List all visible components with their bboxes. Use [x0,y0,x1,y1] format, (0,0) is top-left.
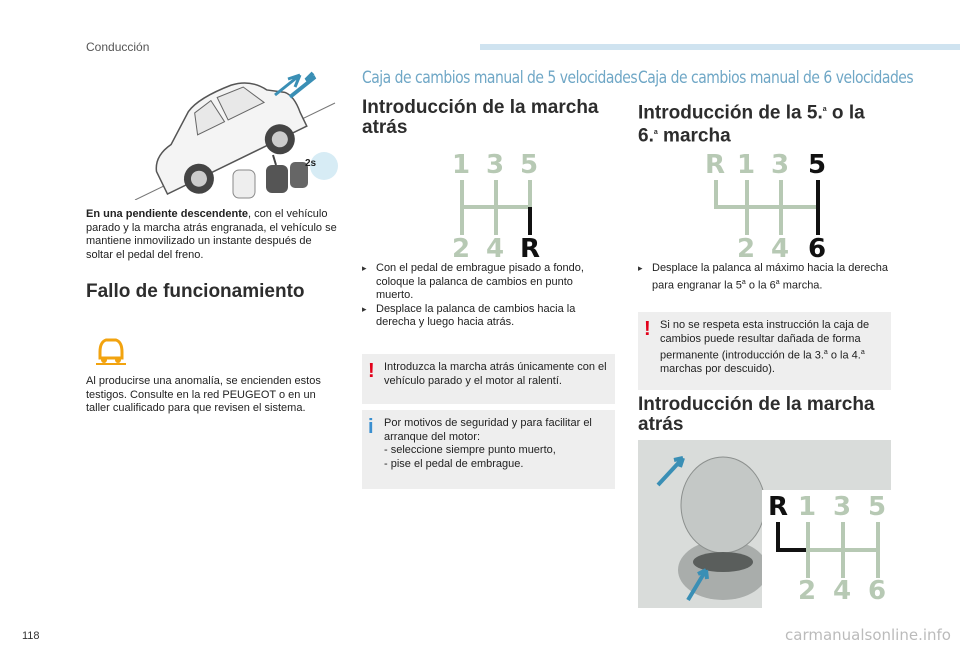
gear-label: 2 [737,234,756,264]
gear-label: 4 [833,576,852,606]
gear-label: R [705,150,726,180]
gear-label: 4 [771,234,790,264]
gear-pattern-6speed-high [700,150,840,265]
warning-text: Si no se respeta esta instrucción la caja de cambios puede resultar dañada de forma permanente (introducción de la 3.$^a$ o la 4.$^a$ marchas por descuido). [660,319,870,376]
reverse-gear-title-5: Introducción de la marcha atrás [362,97,599,138]
gear-knob-photo [638,440,891,608]
gear-label: 1 [798,492,817,522]
gear-label: 5 [868,492,887,522]
gear-pattern-6speed-reverse [762,490,891,608]
gear-label-fifth: 5 [808,150,827,180]
manual-5-column-title: Caja de cambios manual de 5 velocidades [362,68,638,88]
gear-label-reverse: R [768,492,789,522]
timer-label: 2s [305,158,317,169]
reverse-gear-title-6: Introducción de la marcha atrás [638,394,875,435]
gear-label: 4 [486,234,505,264]
gear-label-reverse: R [520,234,541,264]
exclamation-icon: ! [368,360,375,382]
exclamation-icon: ! [644,318,651,340]
page-number: 118 [22,630,40,642]
info-icon: i [368,416,374,438]
warning-note-5 [362,354,615,404]
malfunction-title: Fallo de funcionamiento [86,281,305,302]
manual-6-column-title: Caja de cambios manual de 6 velocidades [638,68,914,88]
hill-assist-warning-icon [92,334,128,366]
gear-label: 3 [833,492,852,522]
gear-label: 1 [737,150,756,180]
header-accent-bar [480,44,960,50]
step-item: ▸ Con el pedal de embrague pisado a fondo, coloque la palanca de cambios en punto muerto. [362,262,584,301]
gear-label: 1 [452,150,471,180]
watermark: carmanualsonline.info [785,626,951,644]
slope-text: , con el vehículo parado y la marcha atrás engranada, el vehículo se mantiene inmovilizado un instante después de soltar el pedal del freno. [86,208,337,261]
warning-text: Introduzca la marcha atrás únicamente con el vehículo parado y el motor al ralentí. [384,361,607,387]
triangle-bullet-icon: ▸ [362,263,367,273]
slope-paragraph [86,208,338,262]
pedals-illustration [228,150,343,202]
steps-list-5 [362,262,612,330]
triangle-bullet-icon: ▸ [362,303,367,314]
gear-label: 5 [520,150,539,180]
info-item: - seleccione siempre punto muerto, [384,444,556,456]
info-item: - pise el pedal de embrague. [384,457,524,470]
gear-label: 3 [771,150,790,180]
info-intro: Por motivos de seguridad y para facilitar el arranque del motor: [384,417,592,443]
gear-label: 6 [868,576,887,606]
gear-label: 3 [486,150,505,180]
gear-label: 2 [452,234,471,264]
gear-pattern-5speed [440,150,560,265]
gear-label: 2 [798,576,817,606]
section-label: Conducción [86,40,150,54]
fifth-sixth-gear-title: Introducción de la 5.$^a$ o la 6.$^a$ marcha [638,102,865,147]
gear-label-sixth: 6 [808,234,827,264]
malfunction-paragraph: Al producirse una anomalía, se encienden estos testigos. Consulte en la red PEUGEOT o en un taller cualificado para que revisen el sistema. [86,375,321,414]
warning-note-6 [638,312,891,390]
slope-bold-text: En una pendiente descendente [86,208,248,220]
step-item: ▸ Desplace la palanca de cambios hacia la derecha y luego hacia atrás. [362,302,576,328]
triangle-bullet-icon: ▸ [638,263,643,273]
step-item-6: ▸ Desplace la palanca al máximo hacia la derecha para engranar la 5$^a$ o la 6$^a$ marcha. [638,262,889,292]
info-note-5 [362,410,615,489]
